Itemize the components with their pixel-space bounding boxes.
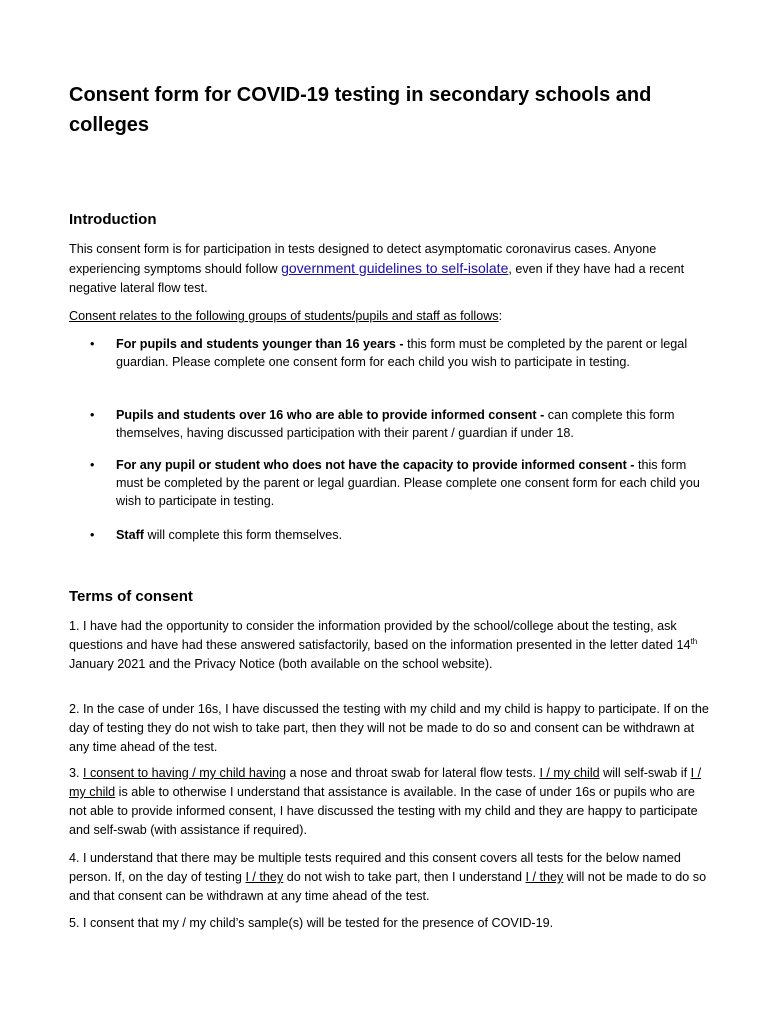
introduction-heading: Introduction (69, 211, 157, 228)
list-item-bold: For pupils and students younger than 16 years - (116, 337, 408, 351)
list-item-text: will complete this form themselves. (144, 528, 343, 542)
bullet-icon: • (90, 458, 95, 472)
bullet-icon: • (90, 408, 95, 422)
term-3-underline-3: I / my child (69, 766, 702, 799)
term-1 (69, 617, 709, 674)
term-4-text-a: 4. I understand that there may be multiple tests required and this consent covers all tests for the below named person. If, on the day of testing (69, 851, 681, 884)
term-3-text-c: will self-swab if (599, 766, 691, 780)
term-4-underline-1: I / they (245, 870, 284, 884)
term-4-underline-2: I / they (525, 870, 564, 884)
ordinal-suffix: th (690, 636, 698, 646)
list-item-bold: Pupils and students over 16 who are able to provide informed consent - (116, 408, 548, 422)
groups-lead-paragraph (69, 307, 709, 326)
intro-text-end: , even if they have had a recent negative lateral flow test. (69, 262, 685, 295)
list-item-text: this form must be completed by the parent or legal guardian. Please complete one consent form for each child you wish to participate in testing. (116, 337, 688, 369)
term-3-underline-2: I / my child (539, 766, 600, 780)
page-title: Consent form for COVID-19 testing in secondary schools and colleges (69, 84, 652, 136)
list-item-text: can complete this form themselves, having discussed participation with their parent / guardian if under 18. (116, 408, 675, 440)
term-1-text-b: January 2021 and the Privacy Notice (both available on the school website). (69, 657, 493, 671)
list-item (90, 406, 700, 442)
list-item-text: this form must be completed by the parent or legal guardian. Please complete one consent form for each child you wish to participate in testing. (116, 458, 700, 508)
term-1-text-a: 1. I have had the opportunity to consider the information provided by the school/college about the testing, ask questions and have had these answered satisfactorily, based on the information presented in the letter dated 14 (69, 619, 691, 652)
intro-text-start: This consent form is for participation in tests designed to detect asymptomatic coronavirus cases. Anyone experiencing symptoms should follow (69, 242, 657, 276)
term-3 (69, 764, 709, 840)
term-3-text-a: 3. (69, 766, 84, 780)
groups-lead-text: Consent relates to the following groups of students/pupils and staff as follows (69, 309, 499, 323)
term-5: 5. I consent that my / my child’s sample(s) will be tested for the presence of COVID-19. (69, 916, 554, 930)
term-4-text-c: will not be made to do so and that consent can be withdrawn at any time ahead of the test. (69, 870, 707, 903)
list-item-bold: For any pupil or student who does not have the capacity to provide informed consent - (116, 458, 638, 472)
bullet-icon: • (90, 528, 95, 542)
self-isolate-guidelines-link[interactable]: government guidelines to self-isolate (281, 260, 509, 276)
list-item (90, 335, 700, 371)
list-item-bold: Staff (116, 528, 144, 542)
term-3-text-d: is able to otherwise I understand that assistance is available. In the case of under 16s or pupils who are not able to provide informed consent, I have discussed the testing with my child and they are happy to participate and self-swab (with assistance if required). (69, 785, 698, 837)
term-3-underline-1: I consent to having / my child having (83, 766, 287, 780)
groups-lead-colon: : (498, 309, 503, 323)
term-2: 2. In the case of under 16s, I have discussed the testing with my child and my child is happy to participate. If on the day of testing they do not wish to take part, then they will not be made to do so and consent can be withdrawn at any time ahead of the test. (69, 702, 709, 754)
terms-heading: Terms of consent (69, 588, 193, 605)
term-4-text-b: do not wish to take part, then I understand (283, 870, 526, 884)
list-item (90, 526, 700, 544)
list-item (90, 456, 700, 510)
term-4 (69, 849, 709, 906)
intro-paragraph (69, 240, 709, 298)
bullet-icon: • (90, 337, 95, 351)
term-3-text-b: a nose and throat swab for lateral flow tests. (286, 766, 540, 780)
